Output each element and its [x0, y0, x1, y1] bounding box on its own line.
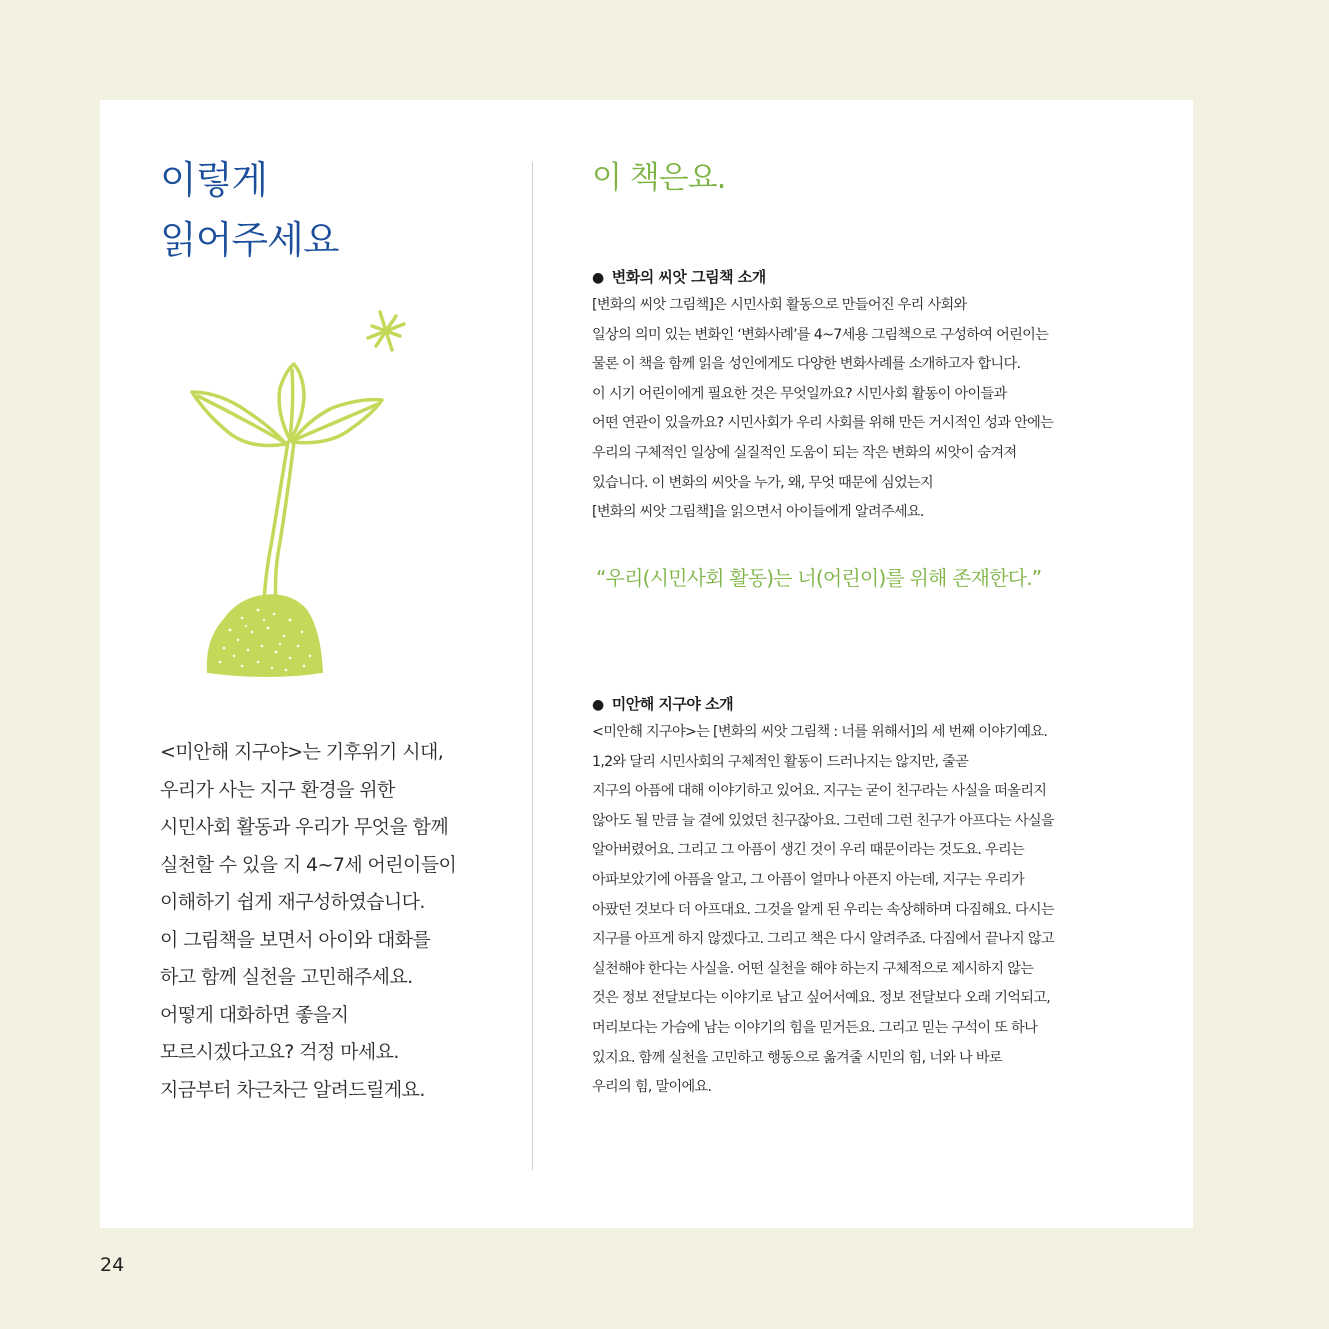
- paragraph-line: 아팠던 것보다 더 아프대요. 그것을 알게 된 우리는 속상해하며 다짐해요. 다시는: [592, 901, 1054, 918]
- paragraph-line: [변화의 씨앗 그림책]은 시민사회 활동으로 만들어진 우리 사회와: [592, 297, 967, 313]
- paragraph-line: 물론 이 책을 함께 읽을 성인에게도 다양한 변화사례를 소개하고자 합니다.: [592, 356, 1021, 373]
- left-body-line: 하고 함께 실천을 고민해주세요.: [160, 966, 413, 988]
- section-heading-sorry-earth: [592, 693, 733, 714]
- paragraph-line: [변화의 씨앗 그림책]을 읽으면서 아이들에게 알려주세요.: [592, 504, 924, 521]
- highlight-quote: “우리(시민사회 활동)는 너(어린이)를 위해 존재한다.”: [596, 566, 1042, 590]
- left-body-line: 이해하기 쉽게 재구성하였습니다.: [160, 891, 425, 913]
- left-title-line-1: 이렇게: [160, 158, 268, 202]
- paragraph-line: 있습니다. 이 변화의 씨앗을 누가, 왜, 무엇 때문에 심었는지: [592, 474, 934, 491]
- left-body-line: 지금부터 차근차근 알려드릴게요.: [160, 1078, 425, 1101]
- right-title: 이 책은요.: [592, 160, 726, 196]
- paragraph-line: 일상의 의미 있는 변화인 ‘변화사례’를 4~7세용 그림책으로 구성하여 어린이는: [592, 326, 1049, 343]
- paragraph-line: 1,2와 달리 시민사회의 구체적인 활동이 드러나지는 않지만, 줄곧: [592, 753, 969, 770]
- paragraph-line: 우리의 힘, 말이에요.: [592, 1079, 712, 1096]
- paragraph-line: 알아버렸어요. 그리고 그 아픔이 생긴 것이 우리 때문이라는 것도요. 우리는: [592, 842, 1025, 859]
- left-title-line-2: 읽어주세요: [160, 218, 339, 262]
- left-body-line: 시민사회 활동과 우리가 무엇을 함께: [160, 816, 449, 838]
- seed-books-description: [592, 291, 1152, 528]
- paragraph-line: 지구의 아픔에 대해 이야기하고 있어요. 지구는 굳이 친구라는 사실을 떠올리지: [592, 783, 1047, 800]
- paragraph-line: 어떤 연관이 있을까요? 시민사회가 우리 사회를 위해 만든 거시적인 성과 안에는: [592, 415, 1054, 432]
- section-heading-text: 변화의 씨앗 그림책 소개: [611, 268, 766, 286]
- paragraph-line: 않아도 될 만큼 늘 곁에 있었던 친구잖아요. 그런데 그런 친구가 아프다는 사실을: [592, 812, 1054, 829]
- paragraph-line: 아파보았기에 아픔을 알고, 그 아픔이 얼마나 아픈지 아는데, 지구는 우리가: [592, 871, 1025, 888]
- paragraph-line: 있지요. 함께 실천을 고민하고 행동으로 옮겨줄 시민의 힘, 너와 나 바로: [592, 1049, 1002, 1066]
- left-body-line: 우리가 사는 지구 환경을 위한: [160, 778, 395, 801]
- bullet-icon: ●: [592, 697, 604, 713]
- paragraph-line: 우리의 구체적인 일상에 실질적인 도움이 되는 작은 변화의 씨앗이 숨겨져: [592, 444, 1017, 461]
- section-heading-seed-books: [592, 266, 766, 287]
- paragraph-line: <미안해 지구야>는 [변화의 씨앗 그림책 : 너를 위해서]의 세 번째 이야기예요.: [592, 724, 1048, 740]
- column-divider: [532, 162, 533, 1170]
- sorry-earth-description: [592, 718, 1152, 1103]
- paragraph-line: 이 시기 어린이에게 필요한 것은 무엇일까요? 시민사회 활동이 아이들과: [592, 385, 1007, 402]
- paragraph-line: 머리보다는 가슴에 남는 이야기의 힘을 믿거든요. 그리고 믿는 구석이 또 하나: [592, 1019, 1038, 1036]
- left-body-line: 이 그림책을 보면서 아이와 대화를: [160, 928, 431, 951]
- left-intro-text: [160, 734, 500, 1109]
- bullet-icon: ●: [592, 270, 604, 286]
- section-heading-text: 미안해 지구야 소개: [611, 695, 734, 713]
- sprout-illustration: [180, 300, 440, 690]
- left-body-line: 어떻게 대화하면 좋을지: [160, 1003, 349, 1026]
- paragraph-line: 실천해야 한다는 사실을. 어떤 실천을 해야 하는지 구체적으로 제시하지 않는: [592, 960, 1034, 977]
- left-title: [160, 150, 339, 270]
- sparkle-icon: [368, 312, 404, 350]
- page-number: 24: [100, 1254, 125, 1276]
- paragraph-line: 지구를 아프게 하지 않겠다고. 그리고 책은 다시 알려주죠. 다짐에서 끝나지 않고: [592, 931, 1054, 948]
- left-body-line: <미안해 지구야>는 기후위기 시대,: [160, 741, 444, 763]
- left-body-line: 모르시겠다고요? 걱정 마세요.: [160, 1041, 399, 1063]
- left-body-line: 실천할 수 있을 지 4~7세 어린이들이: [160, 853, 457, 876]
- paragraph-line: 것은 정보 전달보다는 이야기로 남고 싶어서예요. 정보 전달보다 오래 기억되고,: [592, 990, 1051, 1007]
